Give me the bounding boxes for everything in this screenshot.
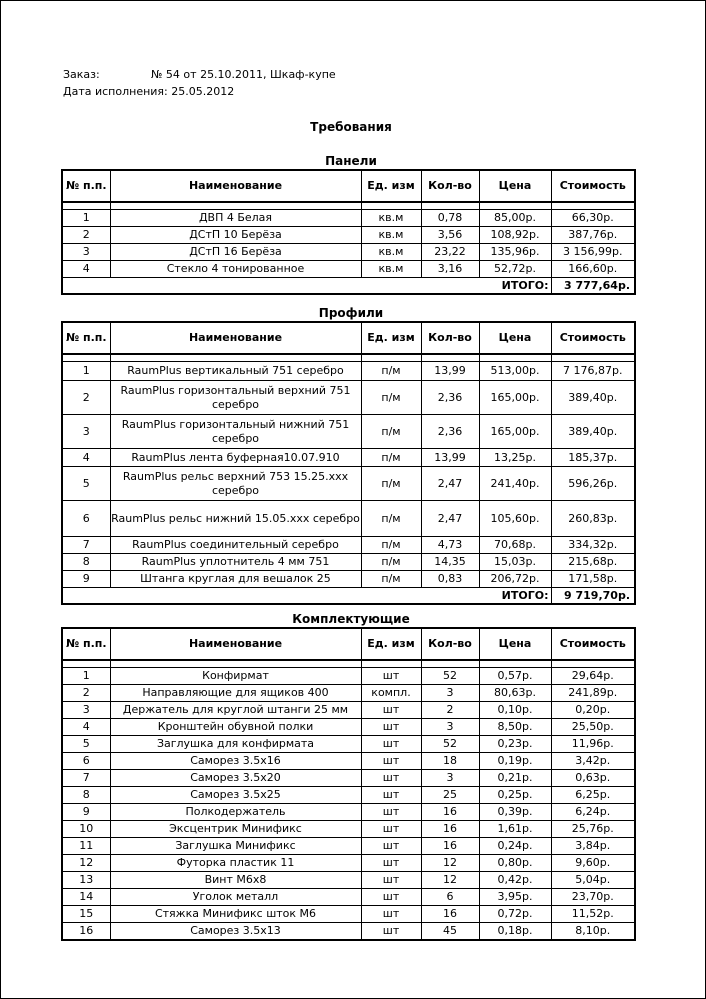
cell-index: 15: [62, 906, 110, 923]
cell-name: Саморез 3.5х25: [110, 787, 361, 804]
cell-unit: шт: [361, 702, 421, 719]
cell-price: 108,92р.: [479, 227, 551, 244]
cell-qty: 2,36: [421, 415, 479, 449]
panels-table: [61, 169, 636, 295]
cell-index: 8: [62, 787, 110, 804]
cell-price: 0,42р.: [479, 872, 551, 889]
cell-name: Заглушка для конфирмата: [110, 736, 361, 753]
spacer-cell: [110, 354, 361, 362]
cell-price: 105,60р.: [479, 501, 551, 537]
cell-qty: 12: [421, 855, 479, 872]
cell-name: Стекло 4 тонированное: [110, 261, 361, 278]
cell-index: 8: [62, 554, 110, 571]
cell-name: Заглушка Минификс: [110, 838, 361, 855]
cell-unit: п/м: [361, 415, 421, 449]
col-header-name: Наименование: [110, 322, 361, 354]
cell-price: 0,39р.: [479, 804, 551, 821]
cell-index: 1: [62, 668, 110, 685]
cell-qty: 4,73: [421, 537, 479, 554]
cell-index: 4: [62, 261, 110, 278]
cell-price: 135,96р.: [479, 244, 551, 261]
cell-cost: 0,20р.: [551, 702, 635, 719]
cell-name: Направляющие для ящиков 400: [110, 685, 361, 702]
cell-unit: шт: [361, 855, 421, 872]
cell-price: 0,80р.: [479, 855, 551, 872]
cell-qty: 3: [421, 770, 479, 787]
cell-name: Держатель для круглой штанги 25 мм: [110, 702, 361, 719]
cell-unit: шт: [361, 838, 421, 855]
cell-qty: 3,16: [421, 261, 479, 278]
cell-name: Штанга круглая для вешалок 25: [110, 571, 361, 588]
table-header-row: [62, 628, 635, 660]
section-title-hardware: Комплектующие: [292, 612, 410, 626]
cell-cost: 389,40р.: [551, 415, 635, 449]
spacer-cell: [421, 660, 479, 668]
total-label: ИТОГО:: [62, 278, 551, 295]
cell-qty: 2,47: [421, 501, 479, 537]
cell-unit: шт: [361, 821, 421, 838]
cell-index: 10: [62, 821, 110, 838]
table-header-row: [62, 170, 635, 202]
cell-price: 85,00р.: [479, 210, 551, 227]
cell-name: Кронштейн обувной полки: [110, 719, 361, 736]
col-header-cost: Стоимость: [551, 322, 635, 354]
cell-name: Футорка пластик 11: [110, 855, 361, 872]
cell-price: 0,57р.: [479, 668, 551, 685]
cell-unit: кв.м: [361, 227, 421, 244]
cell-cost: 29,64р.: [551, 668, 635, 685]
cell-name: ДСтП 16 Берёза: [110, 244, 361, 261]
col-header-index: № п.п.: [62, 322, 110, 354]
cell-cost: 241,89р.: [551, 685, 635, 702]
table-row: [62, 415, 635, 449]
table-row: [62, 872, 635, 889]
cell-qty: 6: [421, 889, 479, 906]
cell-name: Полкодержатель: [110, 804, 361, 821]
cell-name: Уголок металл: [110, 889, 361, 906]
cell-cost: 3,84р.: [551, 838, 635, 855]
cell-price: 0,19р.: [479, 753, 551, 770]
cell-index: 4: [62, 449, 110, 467]
cell-unit: шт: [361, 804, 421, 821]
cell-index: 13: [62, 872, 110, 889]
cell-name: ДВП 4 Белая: [110, 210, 361, 227]
table-row: [62, 244, 635, 261]
cell-qty: 14,35: [421, 554, 479, 571]
cell-qty: 0,78: [421, 210, 479, 227]
cell-cost: 215,68р.: [551, 554, 635, 571]
col-header-price: Цена: [479, 628, 551, 660]
spacer-row: [62, 354, 635, 362]
cell-qty: 16: [421, 821, 479, 838]
cell-qty: 45: [421, 923, 479, 940]
cell-unit: компл.: [361, 685, 421, 702]
cell-price: 0,10р.: [479, 702, 551, 719]
cell-index: 1: [62, 210, 110, 227]
cell-name: Саморез 3.5х13: [110, 923, 361, 940]
section-title-profiles: Профили: [318, 306, 384, 320]
cell-price: 0,18р.: [479, 923, 551, 940]
cell-unit: шт: [361, 770, 421, 787]
cell-index: 9: [62, 804, 110, 821]
cell-price: 0,21р.: [479, 770, 551, 787]
table-row: [62, 537, 635, 554]
cell-index: 4: [62, 719, 110, 736]
col-header-unit: Ед. изм: [361, 170, 421, 202]
spacer-cell: [551, 202, 635, 210]
cell-index: 3: [62, 415, 110, 449]
cell-cost: 66,30р.: [551, 210, 635, 227]
cell-name: Эксцентрик Минификс: [110, 821, 361, 838]
cell-qty: 3: [421, 719, 479, 736]
cell-name: RaumPlus горизонтальный верхний 751 серебро: [110, 381, 361, 415]
cell-name: RaumPlus соединительный серебро: [110, 537, 361, 554]
spacer-cell: [110, 202, 361, 210]
table-row: [62, 210, 635, 227]
table-row: [62, 571, 635, 588]
col-header-name: Наименование: [110, 170, 361, 202]
cell-index: 14: [62, 889, 110, 906]
cell-price: 206,72р.: [479, 571, 551, 588]
cell-price: 513,00р.: [479, 362, 551, 381]
total-label: ИТОГО:: [62, 588, 551, 605]
cell-qty: 13,99: [421, 449, 479, 467]
cell-unit: п/м: [361, 449, 421, 467]
cell-name: Саморез 3.5х16: [110, 753, 361, 770]
cell-unit: п/м: [361, 554, 421, 571]
cell-price: 70,68р.: [479, 537, 551, 554]
table-row: [62, 467, 635, 501]
spacer-cell: [421, 354, 479, 362]
cell-cost: 6,24р.: [551, 804, 635, 821]
cell-qty: 13,99: [421, 362, 479, 381]
total-value: 3 777,64р.: [551, 278, 635, 295]
cell-unit: шт: [361, 736, 421, 753]
cell-index: 2: [62, 381, 110, 415]
cell-price: 0,25р.: [479, 787, 551, 804]
col-header-index: № п.п.: [62, 628, 110, 660]
cell-qty: 3: [421, 685, 479, 702]
table-header-row: [62, 322, 635, 354]
col-header-unit: Ед. изм: [361, 322, 421, 354]
cell-index: 9: [62, 571, 110, 588]
table-row: [62, 923, 635, 940]
cell-unit: шт: [361, 872, 421, 889]
table-row: [62, 362, 635, 381]
table-row: [62, 821, 635, 838]
cell-cost: 11,96р.: [551, 736, 635, 753]
cell-qty: 0,83: [421, 571, 479, 588]
cell-unit: шт: [361, 787, 421, 804]
cell-name: Саморез 3.5х20: [110, 770, 361, 787]
hardware-table: [61, 627, 636, 941]
spacer-cell: [479, 202, 551, 210]
spacer-cell: [361, 354, 421, 362]
cell-unit: п/м: [361, 537, 421, 554]
cell-qty: 3,56: [421, 227, 479, 244]
cell-name: RaumPlus лента буферная10.07.910: [110, 449, 361, 467]
table-row: [62, 719, 635, 736]
col-header-qty: Кол-во: [421, 628, 479, 660]
cell-index: 6: [62, 753, 110, 770]
cell-unit: п/м: [361, 571, 421, 588]
total-row: [62, 278, 635, 295]
total-value: 9 719,70р.: [551, 588, 635, 605]
cell-index: 5: [62, 467, 110, 501]
cell-price: 165,00р.: [479, 381, 551, 415]
spacer-row: [62, 202, 635, 210]
cell-cost: 3 156,99р.: [551, 244, 635, 261]
table-row: [62, 501, 635, 537]
cell-qty: 52: [421, 668, 479, 685]
cell-qty: 2: [421, 702, 479, 719]
cell-cost: 8,10р.: [551, 923, 635, 940]
cell-cost: 260,83р.: [551, 501, 635, 537]
cell-unit: шт: [361, 923, 421, 940]
spacer-cell: [62, 354, 110, 362]
cell-cost: 185,37р.: [551, 449, 635, 467]
table-row: [62, 702, 635, 719]
cell-cost: 25,76р.: [551, 821, 635, 838]
spacer-cell: [62, 660, 110, 668]
cell-qty: 2,36: [421, 381, 479, 415]
cell-index: 6: [62, 501, 110, 537]
cell-cost: 25,50р.: [551, 719, 635, 736]
cell-qty: 25: [421, 787, 479, 804]
table-row: [62, 787, 635, 804]
cell-unit: п/м: [361, 362, 421, 381]
cell-index: 3: [62, 702, 110, 719]
cell-qty: 16: [421, 906, 479, 923]
cell-unit: п/м: [361, 467, 421, 501]
document-title: Требования: [310, 120, 392, 134]
cell-cost: 6,25р.: [551, 787, 635, 804]
col-header-qty: Кол-во: [421, 322, 479, 354]
table-row: [62, 554, 635, 571]
spacer-cell: [110, 660, 361, 668]
cell-unit: шт: [361, 889, 421, 906]
cell-qty: 16: [421, 838, 479, 855]
cell-index: 12: [62, 855, 110, 872]
col-header-cost: Стоимость: [551, 170, 635, 202]
cell-price: 15,03р.: [479, 554, 551, 571]
cell-qty: 52: [421, 736, 479, 753]
cell-cost: 171,58р.: [551, 571, 635, 588]
cell-name: Конфирмат: [110, 668, 361, 685]
cell-cost: 5,04р.: [551, 872, 635, 889]
cell-cost: 7 176,87р.: [551, 362, 635, 381]
cell-price: 0,23р.: [479, 736, 551, 753]
cell-unit: шт: [361, 906, 421, 923]
cell-name: RaumPlus вертикальный 751 серебро: [110, 362, 361, 381]
col-header-price: Цена: [479, 322, 551, 354]
spacer-row: [62, 660, 635, 668]
cell-price: 52,72р.: [479, 261, 551, 278]
cell-index: 7: [62, 537, 110, 554]
cell-name: RaumPlus горизонтальный нижний 751 серебро: [110, 415, 361, 449]
cell-name: ДСтП 10 Берёза: [110, 227, 361, 244]
cell-unit: кв.м: [361, 210, 421, 227]
table-row: [62, 770, 635, 787]
cell-price: 165,00р.: [479, 415, 551, 449]
spacer-cell: [361, 202, 421, 210]
cell-cost: 23,70р.: [551, 889, 635, 906]
cell-price: 1,61р.: [479, 821, 551, 838]
cell-index: 3: [62, 244, 110, 261]
cell-cost: 0,63р.: [551, 770, 635, 787]
profiles-table: [61, 321, 636, 605]
cell-unit: шт: [361, 719, 421, 736]
cell-cost: 3,42р.: [551, 753, 635, 770]
cell-name: RaumPlus рельс верхний 753 15.25.ххх серебро: [110, 467, 361, 501]
table-row: [62, 736, 635, 753]
cell-price: 3,95р.: [479, 889, 551, 906]
col-header-name: Наименование: [110, 628, 361, 660]
cell-cost: 9,60р.: [551, 855, 635, 872]
table-row: [62, 855, 635, 872]
spacer-cell: [551, 660, 635, 668]
cell-name: Стяжка Минификс шток М6: [110, 906, 361, 923]
cell-price: 0,24р.: [479, 838, 551, 855]
cell-name: RaumPlus рельс нижний 15.05.ххх серебро: [110, 501, 361, 537]
cell-qty: 12: [421, 872, 479, 889]
col-header-index: № п.п.: [62, 170, 110, 202]
spacer-cell: [361, 660, 421, 668]
table-row: [62, 838, 635, 855]
col-header-cost: Стоимость: [551, 628, 635, 660]
table-row: [62, 261, 635, 278]
spacer-cell: [62, 202, 110, 210]
table-row: [62, 753, 635, 770]
cell-unit: шт: [361, 668, 421, 685]
cell-qty: 23,22: [421, 244, 479, 261]
order-label: Заказ:: [63, 68, 100, 81]
cell-name: Винт М6х8: [110, 872, 361, 889]
cell-unit: шт: [361, 753, 421, 770]
cell-cost: 387,76р.: [551, 227, 635, 244]
cell-price: 241,40р.: [479, 467, 551, 501]
cell-cost: 11,52р.: [551, 906, 635, 923]
cell-unit: п/м: [361, 501, 421, 537]
section-title-panels: Панели: [325, 154, 377, 168]
table-row: [62, 381, 635, 415]
cell-index: 11: [62, 838, 110, 855]
col-header-qty: Кол-во: [421, 170, 479, 202]
cell-cost: 166,60р.: [551, 261, 635, 278]
cell-cost: 389,40р.: [551, 381, 635, 415]
spacer-cell: [479, 660, 551, 668]
table-row: [62, 804, 635, 821]
cell-price: 13,25р.: [479, 449, 551, 467]
cell-unit: кв.м: [361, 244, 421, 261]
cell-price: 0,72р.: [479, 906, 551, 923]
table-row: [62, 227, 635, 244]
order-value: № 54 от 25.10.2011, Шкаф-купе: [151, 68, 336, 81]
cell-unit: кв.м: [361, 261, 421, 278]
cell-qty: 16: [421, 804, 479, 821]
table-row: [62, 685, 635, 702]
total-row: [62, 588, 635, 605]
cell-index: 2: [62, 227, 110, 244]
cell-index: 16: [62, 923, 110, 940]
cell-price: 8,50р.: [479, 719, 551, 736]
table-row: [62, 668, 635, 685]
cell-name: RaumPlus уплотнитель 4 мм 751: [110, 554, 361, 571]
spacer-cell: [479, 354, 551, 362]
cell-cost: 334,32р.: [551, 537, 635, 554]
spacer-cell: [551, 354, 635, 362]
cell-index: 5: [62, 736, 110, 753]
cell-qty: 18: [421, 753, 479, 770]
cell-qty: 2,47: [421, 467, 479, 501]
cell-price: 80,63р.: [479, 685, 551, 702]
cell-index: 7: [62, 770, 110, 787]
execution-date: Дата исполнения: 25.05.2012: [63, 85, 235, 98]
cell-index: 1: [62, 362, 110, 381]
table-row: [62, 906, 635, 923]
table-row: [62, 449, 635, 467]
cell-index: 2: [62, 685, 110, 702]
spacer-cell: [421, 202, 479, 210]
table-row: [62, 889, 635, 906]
cell-cost: 596,26р.: [551, 467, 635, 501]
col-header-price: Цена: [479, 170, 551, 202]
cell-unit: п/м: [361, 381, 421, 415]
col-header-unit: Ед. изм: [361, 628, 421, 660]
